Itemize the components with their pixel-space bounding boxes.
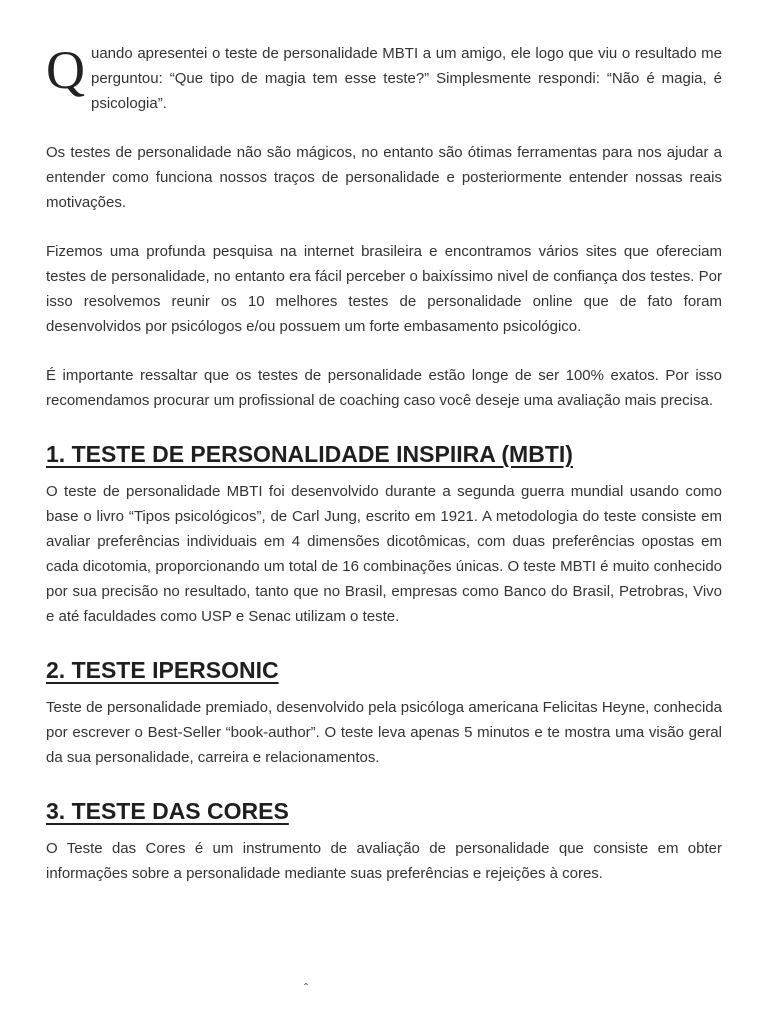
cutoff-text-fragment: ˆ [304, 981, 308, 995]
article [46, 41, 722, 886]
section-heading-mbti: 1. TESTE DE PERSONALIDADE INSPIIRA (MBTI) [46, 441, 573, 467]
section-body-ipersonic: Teste de personalidade premiado, desenvolvido pela psicóloga americana Felicitas Heyne, conhecida por escrever o Best-Seller “book-author”. O teste leva apenas 5 minutos e te mostra uma visão geral da sua personalidade, carreira e relacionamentos. [46, 699, 722, 766]
intro-text: uando apresentei o teste de personalidade MBTI a um amigo, ele logo que viu o resultado me perguntou: “Que tipo de magia tem esse teste?” Simplesmente respondi: “Não é magia, é psicologia”. [91, 45, 722, 112]
section-heading-ipersonic: 2. TESTE IPERSONIC [46, 657, 279, 683]
paragraph-2: Fizemos uma profunda pesquisa na internet brasileira e encontramos vários sites que ofereciam testes de personalidade, no entanto era fácil perceber o baixíssimo nivel de confiança dos testes. Por isso resolvemos reunir os 10 melhores testes de personalidade online que de fato foram desenvolvidos por psicólogos e/ou possuem um forte embasamento psicológico. [46, 243, 722, 335]
section-body-mbti: O teste de personalidade MBTI foi desenvolvido durante a segunda guerra mundial usando como base o livro “Tipos psicológicos”, de Carl Jung, escrito em 1921. A metodologia do teste consiste em avaliar preferências individuais em 4 dimensões dicotômicas, com duas preferências opostas em cada dicotomia, proporcionando um total de 16 combinações únicas. O teste MBTI é muito conhecido por sua precisão no resultado, tanto que no Brasil, empresas como Banco do Brasil, Petrobras, Vivo e até faculdades como USP e Senac utilizam o teste. [46, 483, 722, 625]
drop-cap: Q [46, 40, 85, 100]
section-heading-cores: 3. TESTE DAS CORES [46, 798, 289, 824]
paragraph-1: Os testes de personalidade não são mágicos, no entanto são ótimas ferramentas para nos ajudar a entender como funciona nossos traços de personalidade e posteriormente entender nossas reais motivações. [46, 144, 722, 211]
paragraph-3: É importante ressaltar que os testes de personalidade estão longe de ser 100% exatos. Por isso recomendamos procurar um profissional de coaching caso você deseje uma avaliação mais precisa. [46, 367, 722, 409]
section-body-cores: O Teste das Cores é um instrumento de avaliação de personalidade que consiste em obter informações sobre a personalidade mediante suas preferências e rejeições à cores. [46, 840, 722, 882]
intro-paragraph [46, 41, 722, 116]
